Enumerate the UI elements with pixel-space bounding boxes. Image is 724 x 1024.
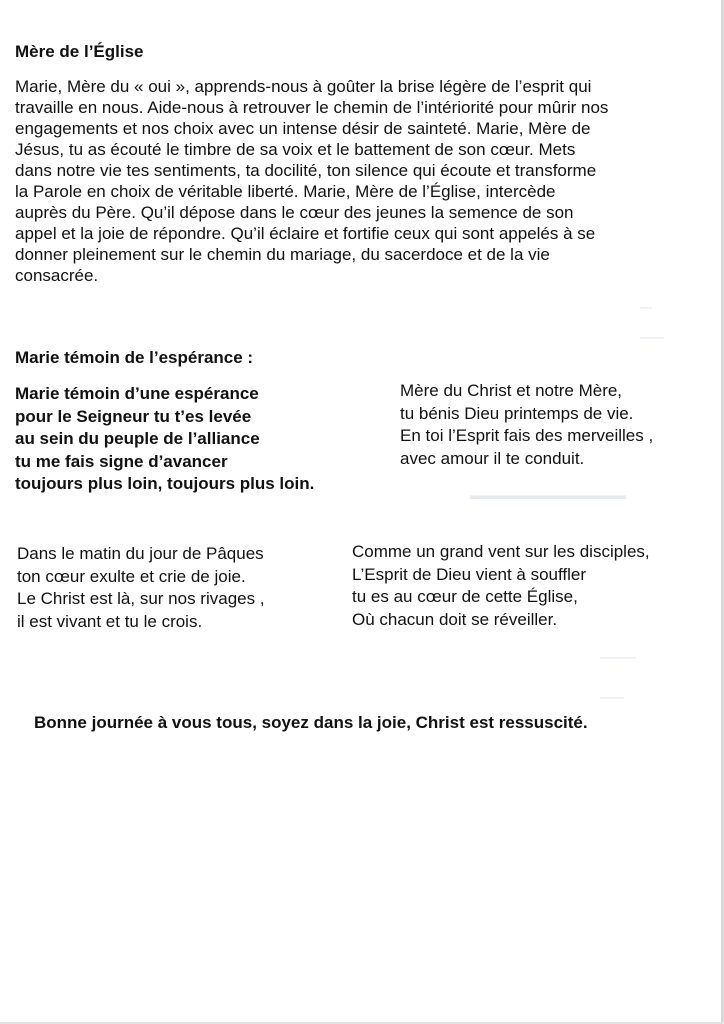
verse-stanza-1	[400, 380, 653, 470]
verse-line: tu bénis Dieu printemps de vie.	[400, 403, 634, 423]
verse-line: avec amour il te conduit.	[400, 448, 585, 468]
paragraph-line: engagements et nos choix avec un intense désir de sainteté. Marie, Mère de	[15, 119, 591, 138]
paragraph-line: Jésus, tu as écouté le timbre de sa voix et le battement de son cœur. Mets	[15, 140, 576, 159]
verse-line: Comme un grand vent sur les disciples,	[352, 542, 650, 561]
bleed-through-mark: —	[640, 300, 652, 314]
verse-line: il est vivant et tu le crois.	[17, 611, 203, 631]
refrain-line: au sein du peuple de l’alliance	[15, 429, 260, 448]
paragraph-line: dans notre vie tes sentiments, ta docilité, ton silence qui écoute et transforme	[15, 161, 597, 180]
paragraph-line: donner pleinement sur le chemin du mariage, du sacerdoce et de la vie	[15, 245, 550, 264]
bleed-through-mark: ——	[600, 690, 624, 704]
verse-stanza-3	[352, 541, 650, 631]
verse-line: En toi l’Esprit fais des merveilles ,	[400, 426, 654, 445]
section-title-mere-eglise: Mère de l’Église	[15, 42, 144, 61]
verse-line: L’Esprit de Dieu vient à souffler	[352, 564, 587, 584]
refrain-line: Marie témoin d’une espérance	[15, 384, 259, 403]
verse-line: Dans le matin du jour de Pâques	[17, 544, 264, 563]
paragraph-line: auprès du Père. Qu’il dépose dans le cœur des jeunes la semence de son	[15, 203, 574, 222]
paragraph-line: Marie, Mère du « oui », apprends-nous à goûter la brise légère de l’esprit qui	[15, 77, 592, 96]
verse-line: Le Christ est là, sur nos rivages ,	[17, 589, 265, 608]
section-title-temoin-esperance: Marie témoin de l’espérance :	[15, 348, 254, 367]
refrain-line: tu me fais signe d’avancer	[15, 451, 228, 471]
refrain-line: pour le Seigneur tu t’es levée	[15, 406, 252, 426]
paragraph-line: la Parole en choix de véritable liberté. Marie, Mère de l’Église, intercède	[15, 182, 556, 201]
verse-line: Où chacun doit se réveiller.	[352, 609, 558, 629]
refrain-line: toujours plus loin, toujours plus loin.	[15, 474, 315, 493]
bleed-through-mark: ———	[600, 650, 636, 664]
paragraph-line: consacrée.	[15, 266, 99, 285]
verse-line: Mère du Christ et notre Mère,	[400, 381, 623, 400]
verse-line: ton cœur exulte et crie de joie.	[17, 566, 246, 586]
paragraph-line: travaille en nous. Aide-nous à retrouver le chemin de l’intériorité pour mûrir nos	[15, 98, 609, 117]
closing-greeting: Bonne journée à vous tous, soyez dans la joie, Christ est ressuscité.	[34, 713, 588, 732]
verse-stanza-2	[17, 543, 265, 633]
refrain-stanza	[15, 383, 314, 496]
bleed-through-mark: ▬▬▬▬▬▬▬▬▬▬▬▬▬	[470, 488, 626, 502]
verse-line: tu es au cœur de cette Église,	[352, 587, 578, 606]
bleed-through-mark: ——	[640, 330, 664, 344]
paragraph-line: appel et la joie de répondre. Qu’il éclaire et fortifie ceux qui sont appelés à se	[15, 224, 596, 243]
